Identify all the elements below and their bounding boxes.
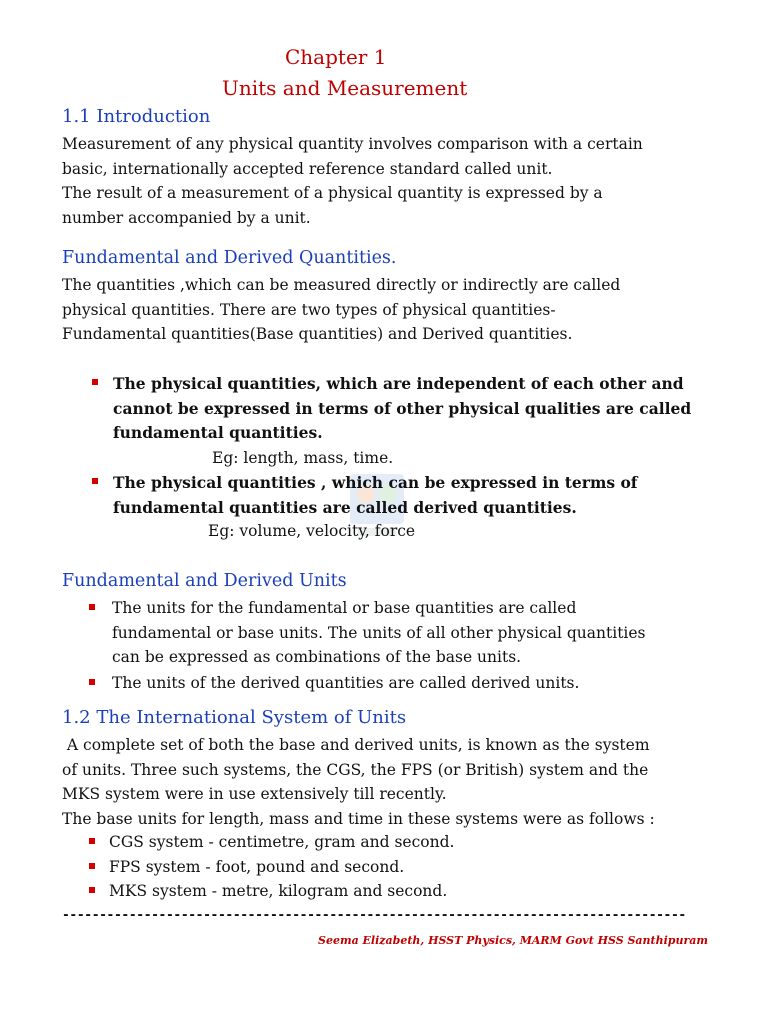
text-line: Fundamental quantities(Base quantities) and Derived quantities. [62,325,573,343]
bullet-marker [89,679,95,685]
chapter-title: Units and Measurement [222,76,468,100]
bullet-derived-units [112,671,579,696]
quantities-paragraph [62,273,620,347]
bullet-marker [89,838,95,844]
intro-paragraph [62,132,643,230]
text-line: The physical quantities , which can be expressed in terms of [113,473,638,492]
text-line: Measurement of any physical quantity involves comparison with a certain [62,135,643,153]
text-line: A complete set of both the base and derived units, is known as the system [62,736,650,754]
bullet-marker [92,379,98,385]
text-line: The result of a measurement of a physical quantity is expressed by a [62,184,603,202]
bullet-fundamental-units [112,596,646,670]
bullet-cgs-system: CGS system - centimetre, gram and second. [109,833,455,851]
text-line: The units for the fundamental or base quantities are called [112,599,577,617]
text-line: fundamental quantities are called derived quantities. [113,497,577,517]
section-heading-fundamental-derived-quantities: Fundamental and Derived Quantities. [62,248,397,268]
text-line: cannot be expressed in terms of other physical qualities are called [113,398,692,418]
section-heading-fundamental-derived-units: Fundamental and Derived Units [62,571,347,591]
example-derived: Eg: volume, velocity, force [208,522,416,540]
text-line: of units. Three such systems, the CGS, the FPS (or British) system and the [62,760,649,779]
example-fundamental: Eg: length, mass, time. [212,449,394,467]
section-heading-international-system: 1.2 The International System of Units [62,707,407,728]
chapter-number: Chapter 1 [285,45,387,69]
bullet-derived-quantities [113,471,637,520]
text-line: physical quantities. There are two types of physical quantities- [62,300,556,319]
bullet-fundamental-quantities [113,372,691,446]
bullet-marker [92,478,98,484]
text-line: number accompanied by a unit. [62,208,311,227]
section-heading-introduction: 1.1 Introduction [62,106,211,127]
bullet-fps-system: FPS system - foot, pound and second. [109,858,405,876]
text-line: fundamental quantities. [113,423,323,442]
text-line: The physical quantities, which are independent of each other and [113,374,684,393]
text-line: basic, internationally accepted reference standard called unit. [62,159,553,178]
text-line: The base units for length, mass and time in these systems were as follows : [62,809,655,828]
si-paragraph [62,733,655,831]
text-line: fundamental or base units. The units of all other physical quantities [112,623,646,642]
text-line: can be expressed as combinations of the base units. [112,648,522,666]
bullet-mks-system: MKS system - metre, kilogram and second. [109,882,448,900]
bullet-marker [89,887,95,893]
text-line: The units of the derived quantities are called derived units. [112,674,580,692]
bullet-marker [89,863,95,869]
text-line: MKS system were in use extensively till recently. [62,785,447,803]
bullet-marker [89,604,95,610]
text-line: The quantities ,which can be measured directly or indirectly are called [62,276,621,294]
divider-line: ------------------------------------------------------------------------------------ [62,908,686,923]
footer-credit: Seema Elizabeth, HSST Physics, MARM Govt HSS Santhipuram [318,934,709,947]
